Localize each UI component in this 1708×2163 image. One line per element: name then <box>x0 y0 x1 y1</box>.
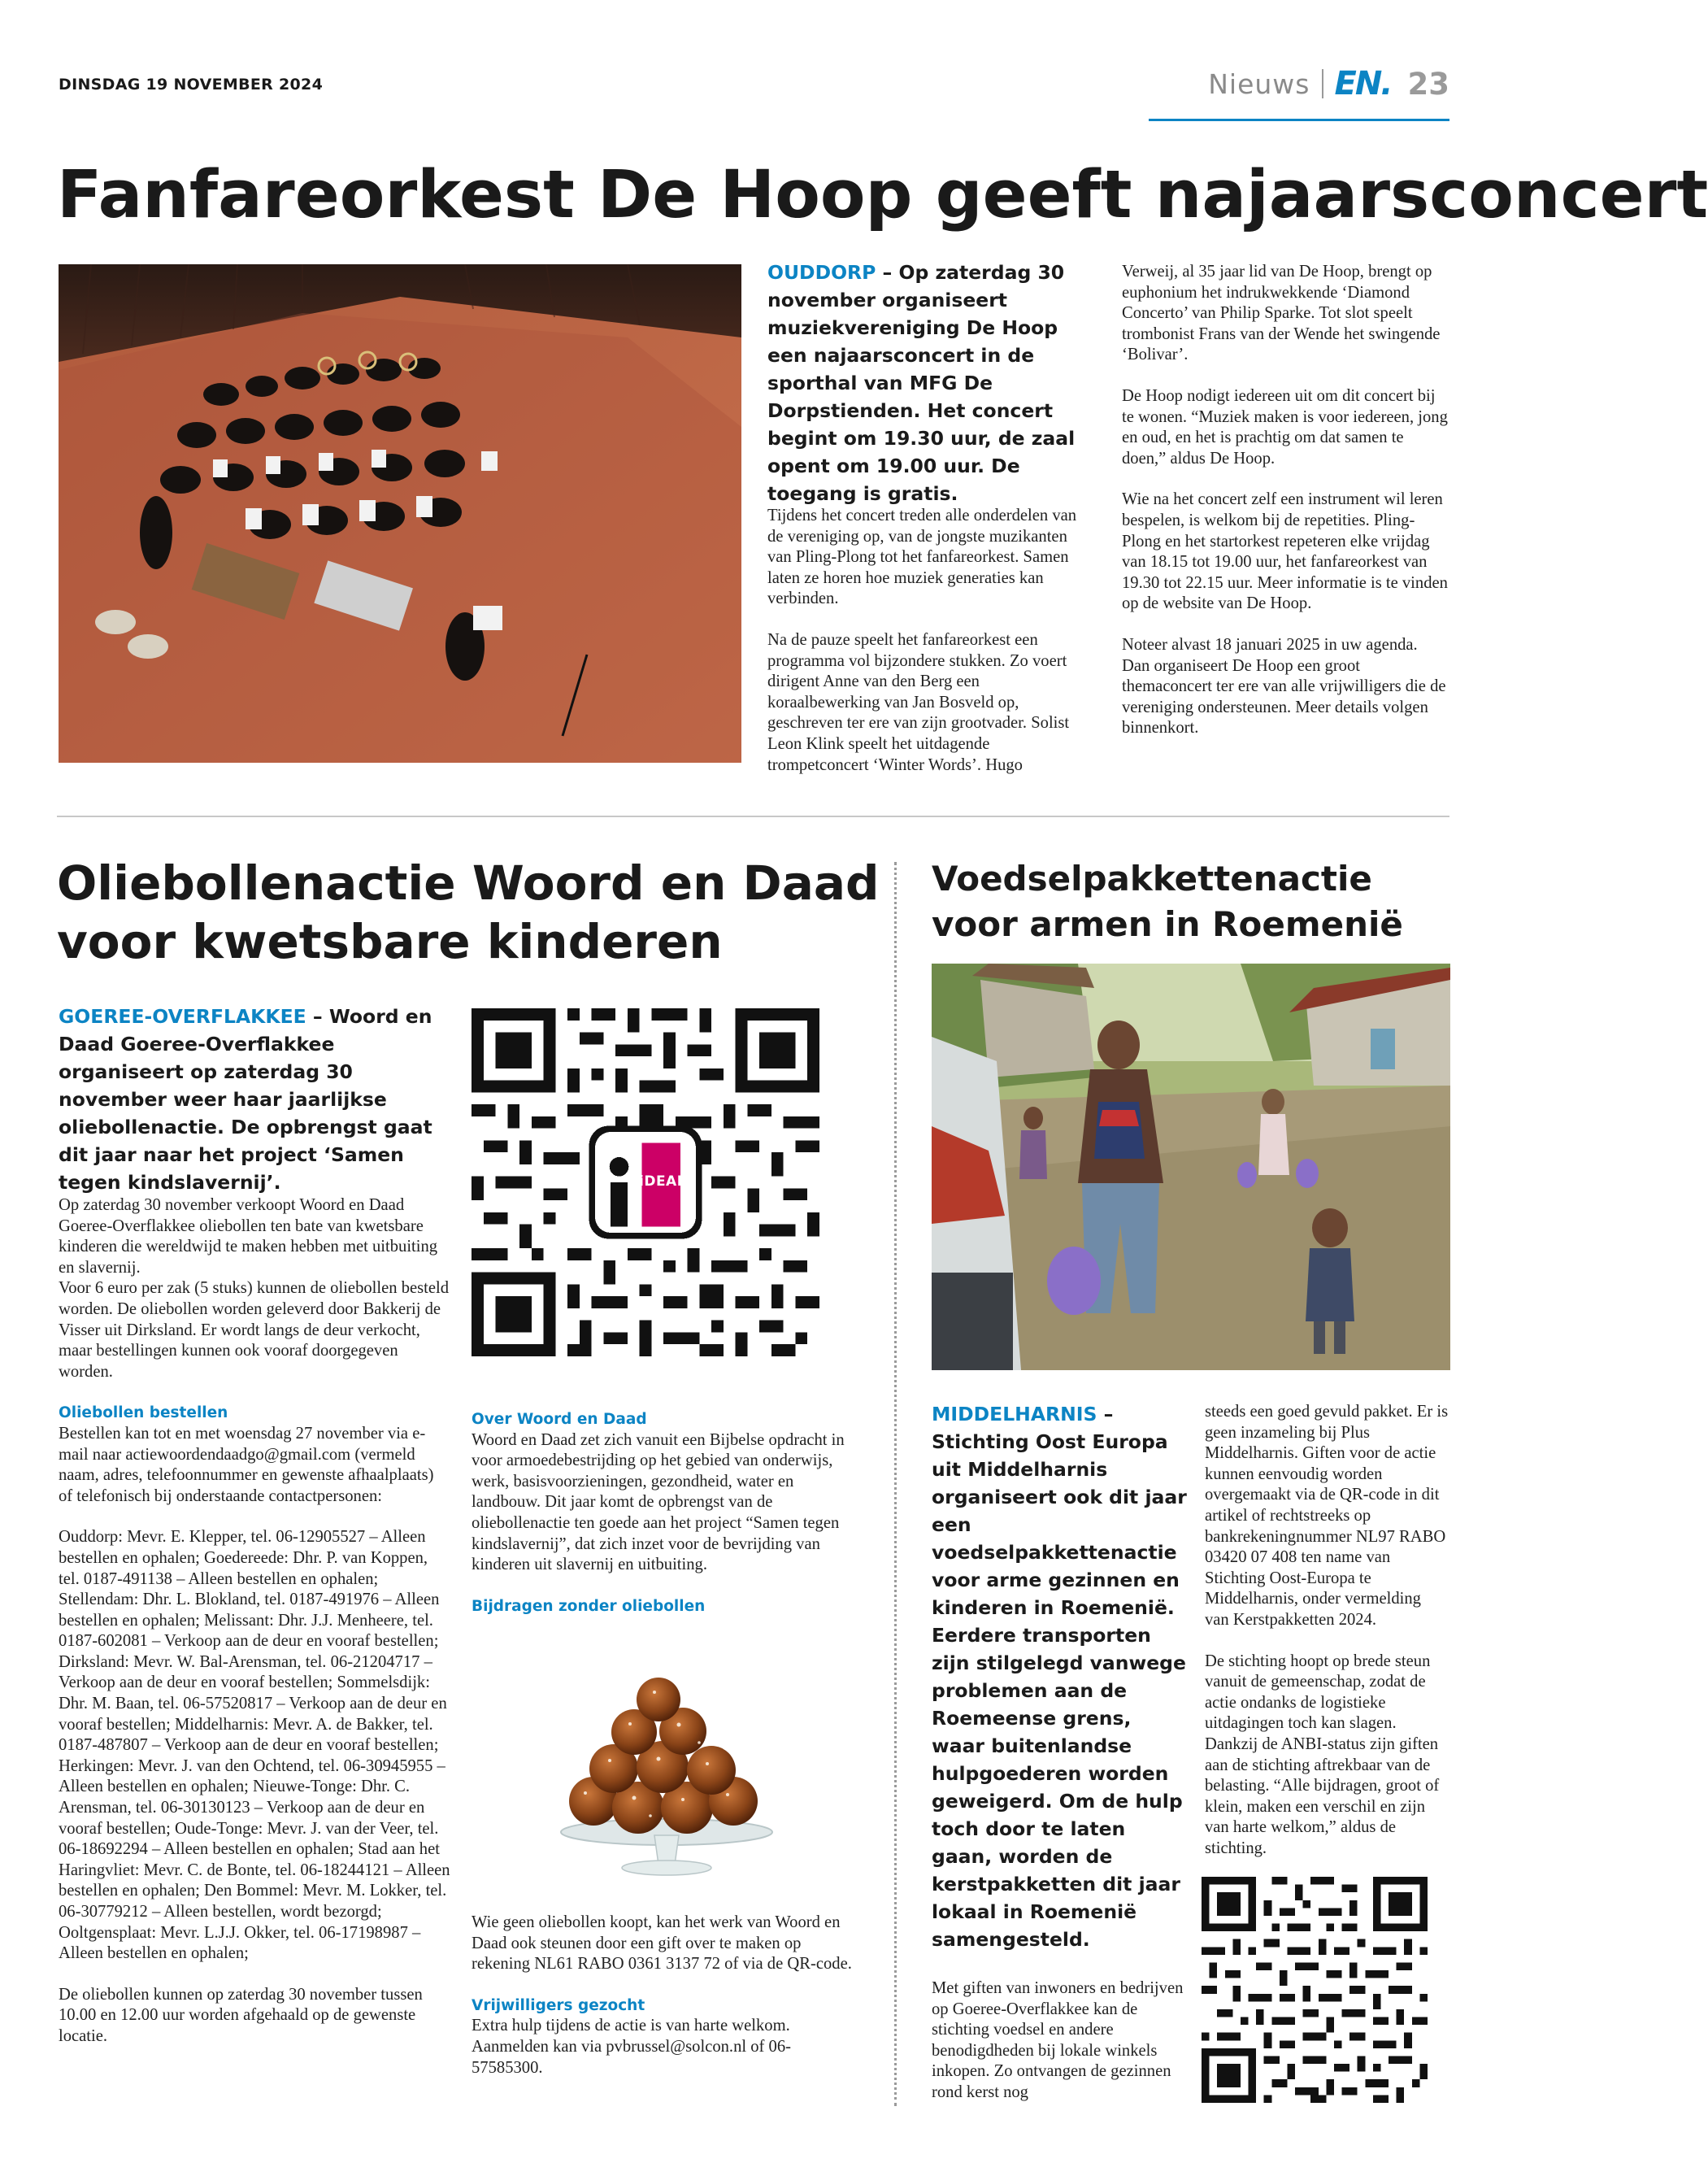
article2-col2b <box>472 1913 862 2078</box>
article2-col2 <box>472 1409 862 1617</box>
article2-paragraph: Op zaterdag 30 november verkoopt Woord en Daad Goeree-Overflakkee oliebollen ten bate van kwetsbare kinderen die wereldwijd te maken hebben met uitbuiting en slavernij. <box>59 1196 438 1277</box>
orchestra-photo <box>59 264 741 763</box>
article1-paragraph: Tijdens het concert treden alle onderdelen van de vereniging op, van de jongste muzikanten van Pling-Plong tot het fanfareorkest. Samen laten ze horen hoe muziek generaties kan verbinden. <box>767 507 1077 608</box>
article3-location: MIDDELHARNIS <box>932 1403 1097 1425</box>
newspaper-logo: EN. <box>1334 65 1392 102</box>
article2-paragraph: De oliebollen kunnen op zaterdag 30 november tussen 10.00 en 12.00 uur worden afgehaald op de gewenste locatie. <box>59 1985 423 2045</box>
article2-headline <box>57 854 886 971</box>
article2-paragraph: Ouddorp: Mevr. E. Klepper, tel. 06-12905527 – Alleen bestellen en ophalen; Goedereede: Dhr. P. van Koppen, tel. 0187-491138 – Alleen bestellen en ophalen; Stellendam: Dhr. L. Blokland, tel. 0187-491976 – Alleen bestellen en ophalen; Melissant: Dhr. J.J. Menheere, tel. 0187-602081 – Verkoop aan de deur en vooraf bestellen; Dirksland: Mevr. W. Bal-Arensman, tel. 06-21204717 – Verkoop aan de deur en vooraf bestellen; Sommelsdijk: Dhr. M. Baan, tel. 06-57520817 – Verkoop aan de deur en vooraf bestellen; Middelharnis: Mevr. A. de Bakker, tel. 0187-487807 – Verkoop aan de deur en vooraf bestellen; Herkingen: Mevr. J. van den Ochtend, tel. 06-30945955 – Alleen bestellen en ophalen; Nieuwe-Tonge: Dhr. C. Arensman, tel. 06-30130123 – Verkoop aan de deur en vooraf bestellen; Oude-Tonge: Mevr. J. van der Veer, tel. 06-18692294 – Alleen bestellen en ophalen; Stad aan het Haringvliet: Mevr. C. de Bonte, tel. 06-18244121 – Alleen bestellen en ophalen; Den Bommel: Mevr. M. Lokker, tel. 06-30779212 – Alleen bestellen, wordt bezorgd; Ooltgensplaat: Mevr. L.J.J. Okker, tel. 06-17198987 – Alleen bestellen en ophalen; <box>59 1528 450 1963</box>
article2-location: GOEREE-OVERFLAKKEE <box>59 1005 306 1028</box>
article1-paragraph: Wie na het concert zelf een instrument wil leren bespelen, is welkom bij de repetities. Pling-Plong en het startorkest repeteren elke vrijdag van 18.15 tot 19.00 uur, het fanfareorkest van 19.30 tot 22.15 uur. Meer informatie is te vinden op de website van De Hoop. <box>1122 490 1448 613</box>
article3-headline-line2: voor armen in Roemenië <box>932 904 1403 944</box>
ideal-badge: iDEAL <box>639 1173 687 1190</box>
article3-lede <box>932 1400 1187 1953</box>
page-header <box>1208 65 1449 102</box>
article2-subhead: Bijdragen zonder oliebollen <box>472 1597 706 1615</box>
header-rule <box>1149 119 1449 121</box>
oliebollen-photo <box>520 1647 813 1882</box>
article1-col3 <box>1122 262 1449 739</box>
article3-paragraph: Met giften van inwoners en bedrijven op Goeree-Overflakkee kan de stichting voedsel en andere benodigdheden bij lokale winkels inkopen. Zo ontvangen de gezinnen rond kerst nog <box>932 1979 1184 2101</box>
article2-lede-text: – Woord en Daad Goeree-Overflakkee organiseert op zaterdag 30 november weer haar jaarlijkse oliebollenactie. De opbrengst gaat dit jaar naar het project ‘Samen tegen kindslavernij’. <box>59 1005 432 1194</box>
oliebollen-icon <box>520 1647 813 1882</box>
donation-qr-code[interactable] <box>472 1008 819 1356</box>
article2-paragraph: Extra hulp tijdens de actie is van harte welkom. Aanmelden kan via pvbrussel@solcon.nl of 06-57585300. <box>472 2017 792 2077</box>
article2-paragraph: Voor 6 euro per zak (5 stuks) kunnen de oliebollen besteld worden. De oliebollen worden geleverd door Bakkerij de Visser uit Dirksland. Er wordt langs de deur verkocht, maar bestellingen kunnen ook vooraf doorgegeven worden. <box>59 1279 450 1381</box>
article1-lede <box>767 259 1076 507</box>
article2-headline-line1: Oliebollenactie Woord en Daad <box>57 855 880 911</box>
orchestra-photo-icon <box>59 264 741 763</box>
article3-headline-line1: Voedselpakkettenactie <box>932 859 1372 899</box>
article2-paragraph: Woord en Daad zet zich vanuit een Bijbelse opdracht in voor armoedebestrijding op het gebied van onderwijs, werk, basisvoorzieningen, gezondheid, water en landbouw. Dit jaar komt de opbrengst van de oliebollenactie ten goede aan het project “Samen tegen kindslavernij”, dat zich inzet voor de bevrijding van kinderen uit slavernij en uitbuiting. <box>472 1430 845 1574</box>
article1-col2 <box>767 506 1080 776</box>
qr-code-icon <box>1202 1877 1428 2103</box>
article3-headline <box>932 856 1452 947</box>
article3-col2 <box>1205 1402 1449 1859</box>
article1-paragraph: Na de pauze speelt het fanfareorkest een programma vol bijzondere stukken. Zo voert dirigent Anne van den Berg een koraalbewerking van Jan Bosveld op, geschreven ter ere van zijn grootvader. Solist Leon Klink speelt het uitdagende trompetconcert ‘Winter Words’. Hugo <box>767 630 1070 774</box>
romania-photo-icon <box>932 964 1450 1370</box>
article1-paragraph: De Hoop nodigt iedereen uit om dit concert bij te wonen. “Muziek maken is voor iedereen, jong en oud, en het is prachtig om dat samen te doen,” aldus De Hoop. <box>1122 386 1448 468</box>
romania-photo <box>932 964 1450 1370</box>
stichting-qr-code[interactable] <box>1202 1877 1428 2103</box>
header-divider <box>1322 69 1323 98</box>
article1-headline: Fanfareorkest De Hoop geeft najaarsconcert <box>57 157 1708 233</box>
article3-lede-text: – Stichting Oost Europa uit Middelharnis organiseert ook dit jaar een voedselpakkettenactie voor arme gezinnen en kinderen in Roemenië. Eerdere transporten zijn stilgelegd vanwege problemen aan de Roemeense grens, waar buitenlandse hulpgoederen worden geweigerd. Om de hulp toch door te laten gaan, worden de kerstpakketten dit jaar lokaal in Roemenië samengesteld. <box>932 1403 1187 1951</box>
page-number: 23 <box>1407 66 1449 102</box>
section-divider <box>57 816 1449 817</box>
column-divider <box>894 862 897 2106</box>
article3-paragraph: De stichting hoopt op brede steun vanuit de gemeenschap, zodat de actie ondanks de logistieke uitdagingen toch kan slagen. Dankzij de ANBI-status zijn giften aan de stichting aftrekbaar van de belasting. “Alle bijdragen, groot of klein, maken een verschil en zijn van harte welkom,” aldus de stichting. <box>1205 1652 1440 1857</box>
article1-location: OUDDORP <box>767 261 876 284</box>
article2-lede <box>59 1003 465 1196</box>
article3-paragraph: steeds een goed gevuld pakket. Er is geen inzameling bij Plus Middelharnis. Giften voor de actie kunnen eenvoudig worden overgemaakt via de QR-code in dit artikel of rechtstreeks op bankrekeningnummer NL97 RABO 03420 07 408 ten name van Stichting Oost-Europa te Middelharnis, onder vermelding van Kerstpakketten 2024. <box>1205 1403 1449 1629</box>
article2-paragraph: Bestellen kan tot en met woensdag 27 november via e-mail naar actiewoordendaadgo@gmail.com (vermeld naam, adres, telefoonnummer en gewenste afhaalplaats) of telefonisch bij onderstaande contactpersonen: <box>59 1424 434 1505</box>
article3-col1b <box>932 1978 1188 2104</box>
issue-date: DINSDAG 19 NOVEMBER 2024 <box>59 76 324 94</box>
article2-subhead: Over Woord en Daad <box>472 1411 647 1428</box>
section-label: Nieuws <box>1208 67 1310 100</box>
article2-paragraph: Wie geen oliebollen koopt, kan het werk van Woord en Daad ook steunen door een gift over te maken op rekening NL61 RABO 0361 3137 72 of via de QR-code. <box>472 1913 852 1974</box>
article1-lede-text: – Op zaterdag 30 november organiseert muziekvereniging De Hoop een najaarsconcert in de sporthal van MFG De Dorpstienden. Het concert begint om 19.30 uur, de zaal opent om 19.00 uur. De toegang is gratis. <box>767 261 1076 505</box>
article2-subhead: Vrijwilligers gezocht <box>472 1996 645 2014</box>
article2-col1 <box>59 1195 450 2048</box>
article2-headline-line2: voor kwetsbare kinderen <box>57 914 723 969</box>
article1-paragraph: Noteer alvast 18 januari 2025 in uw agenda. Dan organiseert De Hoop een groot themaconcert ter ere van alle vrijwilligers die de vereniging ondersteunen. Meer details volgen binnenkort. <box>1122 635 1446 738</box>
article1-paragraph: Verweij, al 35 jaar lid van De Hoop, brengt op euphonium het indrukwekkende ‘Diamond Concerto’ van Philip Sparke. Tot slot speelt trombonist Frans van der Wende het swingende ‘Bolivar’. <box>1122 263 1441 364</box>
article2-subhead: Oliebollen bestellen <box>59 1404 228 1422</box>
